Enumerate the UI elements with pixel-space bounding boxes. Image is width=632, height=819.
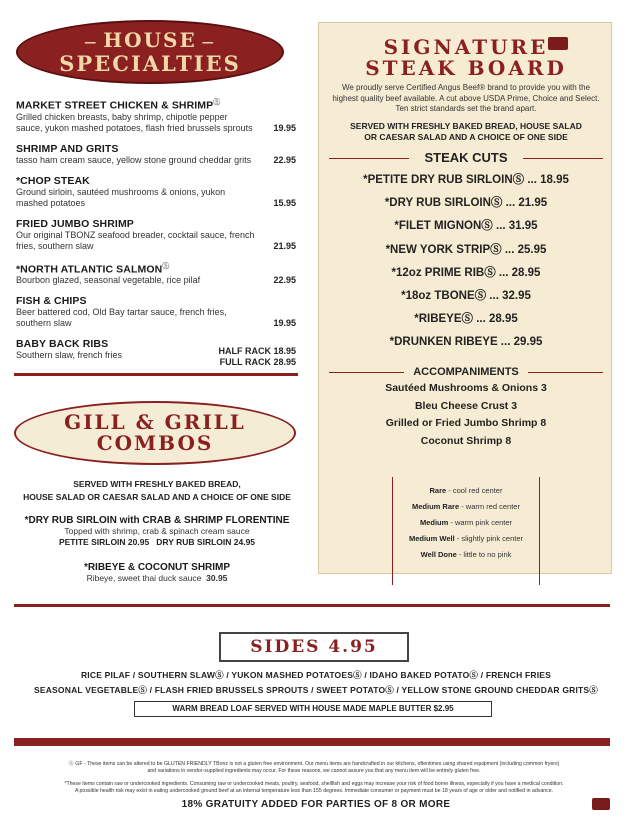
item-name: FRIED JUMBO SHRIMP [16, 217, 134, 230]
item-name: FISH & CHIPS [16, 295, 87, 307]
temp-desc: - cool red center [446, 486, 503, 495]
accompaniment-item: Grilled or Fried Jumbo Shrimp 8 [385, 417, 547, 429]
sides-heading [219, 632, 409, 662]
sides-title: SIDES 4.95 [250, 637, 378, 657]
combo-price-sirloin: DRY RUB SIRLOIN 24.95 [156, 537, 256, 547]
full-rack-price: 28.95 [273, 357, 296, 367]
item-desc: Our original TBONZ seafood breader, cocktail sauce, french fries, southern slaw [16, 229, 255, 251]
full-rack-label: FULL RACK [219, 357, 271, 367]
angus-beef-logo-icon [592, 798, 610, 810]
item-price: 22.95 [273, 154, 296, 165]
temp-label: Rare [429, 486, 447, 495]
temp-desc: - warm pink center [448, 518, 513, 527]
menu-item [16, 295, 296, 329]
gill-grill-title-line1: GILL & GRILL [64, 410, 246, 434]
temperature-guide [392, 477, 540, 585]
sides-row-2: SEASONAL VEGETABLEⓈ / FLASH FRIED BRUSSELS SPROUTS / SWEET POTATOⓈ / YELLOW STONE GROUND CHEDDAR GRITSⓈ [33, 685, 598, 695]
steak-cut: *FILET MIGNONⓈ ... 31.95 [394, 220, 538, 233]
item-desc: Southern slaw, french fries [16, 350, 123, 360]
item-price: 15.95 [273, 197, 296, 208]
temp-row [393, 499, 539, 515]
menu-item [16, 175, 296, 209]
raw-note-line1: *These items contain raw or undercooked ingredients. Consuming raw or undercooked meats, poultry, seafood, shellfish and eggs may increase your risk of food borne illness, especially if you have a medical condition. [64, 781, 564, 787]
angus-beef-logo-icon [548, 37, 568, 50]
item-desc: tasso ham cream sauce, yellow stone ground cheddar grits [16, 154, 252, 165]
combo-item [12, 562, 302, 584]
temp-label: Medium Rare [412, 502, 460, 511]
combo-intro [12, 478, 302, 504]
item-price: 21.95 [273, 240, 296, 251]
menu-item [16, 143, 296, 166]
temp-row [393, 531, 539, 547]
combo-name: *RIBEYE & COCONUT SHRIMP [83, 562, 231, 573]
gf-note [16, 761, 612, 775]
steak-cut: *NEW YORK STRIPⓈ ... 25.95 [385, 243, 547, 256]
divider [14, 373, 298, 376]
gill-grill-banner [14, 401, 296, 465]
steak-intro: We proudly serve Certified Angus Beef® brand to provide you with the highest quality beef available. A cut above USDA Prime, Choice and Select. Ten strict standards set the brand apart. [332, 83, 600, 113]
steak-cuts-list [319, 169, 613, 355]
divider [14, 738, 610, 746]
combo-intro-line1: SERVED WITH FRESHLY BAKED BREAD, [73, 479, 241, 489]
steak-board-panel [318, 22, 612, 574]
accompaniments-heading-text: ACCOMPANIMENTS [413, 366, 519, 378]
steak-cut: *DRY RUB SIRLOINⓈ ... 21.95 [384, 197, 548, 210]
combo-desc: Topped with shrimp, crab & spinach cream sauce [64, 526, 250, 536]
steak-cut: *DRUNKEN RIBEYE ... 29.95 [389, 336, 543, 349]
steak-cuts-heading-text: STEAK CUTS [424, 150, 508, 165]
item-desc: Grilled chicken breasts, baby shrimp, chipotle pepper sauce, yukon mashed potatoes, flash fried brussels sprouts [16, 111, 253, 133]
menu-item [16, 97, 296, 134]
item-price: 22.95 [273, 275, 296, 285]
combo-desc: Ribeye, sweet thai duck sauce [86, 573, 202, 583]
served-line2: OR CAESAR SALAD AND A CHOICE OF ONE SIDE [364, 132, 568, 142]
served-line1: SERVED WITH FRESHLY BAKED BREAD, HOUSE SALAD [350, 121, 582, 131]
item-desc: Beer battered cod, Old Bay tartar sauce, french fries, southern slaw [16, 307, 227, 328]
house-specialties-banner [16, 20, 284, 84]
menu-item [16, 261, 296, 287]
temp-label: Medium Well [408, 534, 455, 543]
combo-price: 30.95 [206, 573, 228, 583]
raw-note [16, 781, 612, 795]
accompaniments-list [319, 380, 613, 450]
temp-desc: - warm red center [459, 502, 520, 511]
gf-note-line1: Ⓢ GF - These items can be altered to be GLUTEN FRIENDLY TBonz is not a gluten free environment. Our menu items are handcrafted in our kitchens, oftentimes using shared equipment (including common fryers) [68, 761, 560, 767]
menu-item [16, 218, 296, 252]
accompaniment-item: Bleu Cheese Crust 3 [414, 399, 518, 412]
accompaniment-item: Coconut Shrimp 8 [420, 434, 512, 447]
temp-row [393, 547, 539, 563]
steak-board-title-line2: STEAK BOARD [365, 56, 567, 80]
item-name: BABY BACK RIBS [16, 338, 109, 350]
half-rack-price: 18.95 [273, 346, 296, 356]
combo-name: *DRY RUB SIRLOIN with CRAB & SHRIMP FLORENTINE [24, 515, 290, 526]
gratuity-note: 18% GRATUITY ADDED FOR PARTIES OF 8 OR MORE [181, 799, 451, 810]
temp-row [393, 515, 539, 531]
combo-intro-line2: HOUSE SALAD OR CAESAR SALAD AND A CHOICE OF ONE SIDE [23, 492, 291, 502]
gf-icon: Ⓢ [213, 99, 221, 106]
steak-board-title-line1: SIGNATURE [383, 35, 549, 59]
accompaniment-item: Sautéed Mushrooms & Onions 3 [385, 382, 547, 394]
bread-note: WARM BREAD LOAF SERVED WITH HOUSE MADE MAPLE BUTTER $2.95 [134, 701, 492, 717]
item-name: MARKET STREET CHICKEN & SHRIMP [16, 99, 214, 112]
menu-item-ribs [16, 338, 296, 367]
item-price: 19.95 [273, 318, 296, 328]
temp-desc: - little to no pink [456, 550, 512, 559]
divider [14, 604, 610, 607]
item-name: SHRIMP AND GRITS [16, 142, 119, 155]
house-specialties-title-line2: SPECIALTIES [59, 50, 241, 76]
item-desc: Bourbon glazed, seasonal vegetable, rice pilaf [16, 275, 201, 285]
combo-item [12, 515, 302, 547]
house-specialties-list [16, 97, 296, 370]
steak-cut: *PETITE DRY RUB SIRLOINⓈ ... 18.95 [363, 174, 569, 186]
half-rack-label: HALF RACK [218, 346, 271, 356]
steak-cut: *18oz TBONEⓈ ... 32.95 [401, 289, 531, 302]
temp-desc: - slightly pink center [454, 534, 524, 543]
steak-board-title [319, 37, 613, 79]
steak-cut: *RIBEYEⓈ ... 28.95 [414, 313, 518, 326]
temp-label: Well Done [420, 550, 457, 559]
combo-price-petite: PETITE SIRLOIN 20.95 [58, 537, 150, 547]
steak-cuts-heading [329, 149, 603, 167]
gf-icon: Ⓢ [162, 262, 170, 270]
temp-label: Medium [419, 518, 449, 527]
item-desc: Ground sirloin, sautéed mushrooms & onions, yukon mashed potatoes [16, 186, 226, 208]
temp-row [393, 483, 539, 499]
sides-row-1: RICE PILAF / SOUTHERN SLAWⓈ / YUKON MASHED POTATOESⓈ / IDAHO BAKED POTATOⓈ / FRENCH FRIES [80, 670, 552, 680]
house-specialties-title-line1: — HOUSE — [79, 29, 220, 53]
gf-note-line2: and variations in vendor-supplied ingredients may occur. For these reasons, we cannot assure you that any menu item will be entirely gluten free. [147, 768, 481, 774]
gill-grill-title-line2: COMBOS [96, 431, 214, 455]
item-name: *NORTH ATLANTIC SALMON [16, 263, 163, 275]
steak-served-note [331, 121, 601, 143]
raw-note-line2: A possible health risk may exist in eating undercooked ground beef at an internal temperature less than 155 degrees. Immediate consumer or payment must be 18 years of age or older and notified in advance. [74, 788, 554, 794]
steak-cut: *12oz PRIME RIBⓈ ... 28.95 [391, 266, 541, 279]
accompaniments-heading [329, 364, 603, 380]
item-name: *CHOP STEAK [16, 174, 90, 187]
item-price: 19.95 [273, 122, 296, 133]
